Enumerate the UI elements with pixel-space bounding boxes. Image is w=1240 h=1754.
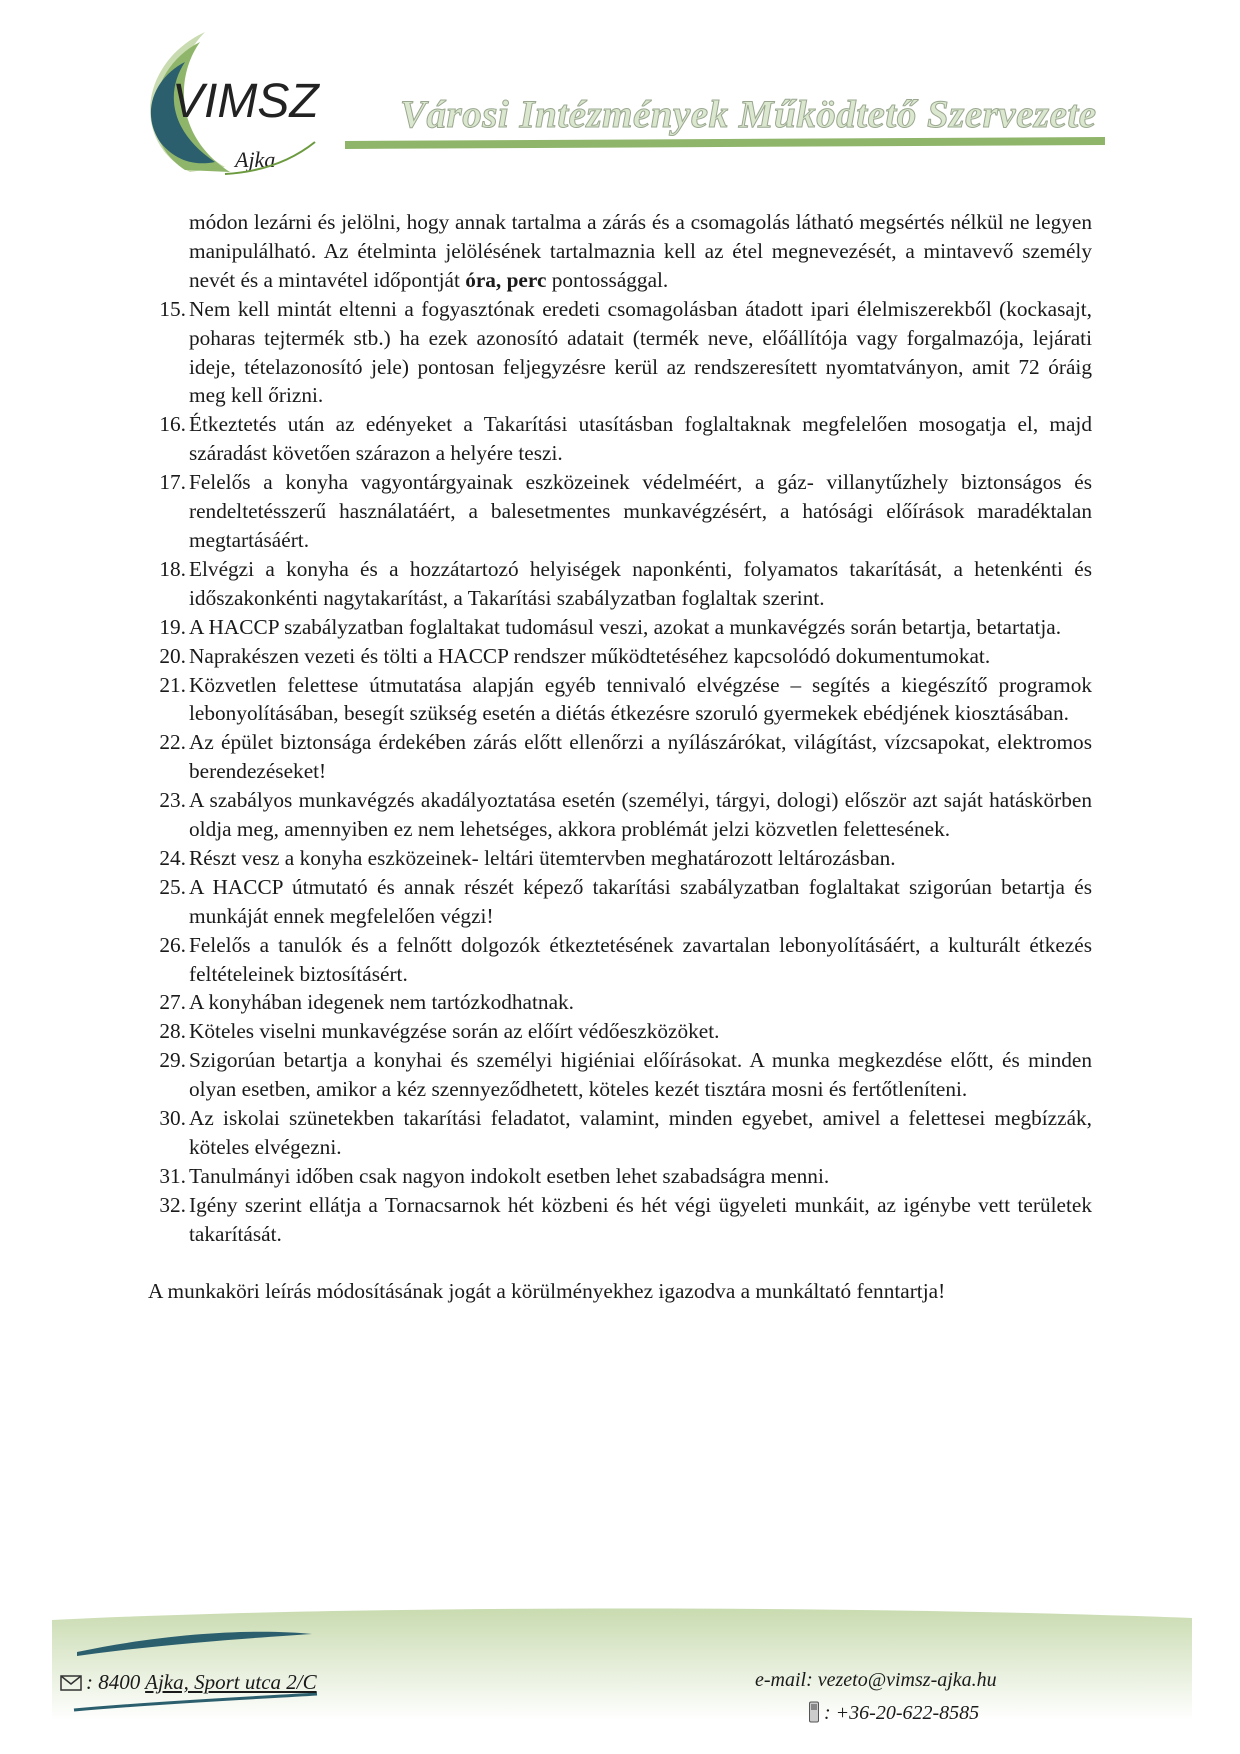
- list-item: 32. Igény szerint ellátja a Tornacsarnok hét közbeni és hét végi ügyeleti munkáit, az igénybe vett területek takarítását.: [159, 1192, 1092, 1246]
- list-item: 29. Szigorúan betartja a konyhai és személyi higiéniai előírásokat. A munka megkezdése előtt, és minden olyan esetben, amikor a kéz szennyeződhetett, köteles kezét tisztára mosni és fertőtleníteni.: [159, 1048, 1092, 1102]
- list-item: 22. Az épület biztonsága érdekében zárás előtt ellenőrzi a nyílászárókat, világítást, vízcsapokat, elektromos berendezéseket!: [159, 730, 1092, 784]
- list-item: 31. Tanulmányi időben csak nagyon indokolt esetben lehet szabadságra menni.: [159, 1163, 830, 1188]
- header-rule: [345, 137, 1105, 151]
- page-header: [0, 0, 1240, 200]
- list-item: 17. Felelős a konyha vagyontárgyainak eszközeinek védelméért, a gáz- villanytűzhely biztonságos és rendeltetésszerű használatáért, a balesetmentes munkavégzésért, a hatósági előírások maradéktalan megtartásáért.: [159, 470, 1092, 552]
- page-footer: [0, 1600, 1240, 1754]
- envelope-icon: [60, 1675, 82, 1691]
- logo-text: VIMSZ: [172, 75, 319, 128]
- vimsz-logo: [130, 22, 340, 192]
- phone: : +36-20-622-8585: [808, 1701, 979, 1725]
- bold-text: óra, perc: [465, 267, 547, 292]
- list-item: 16. Étkeztetés után az edényeket a Takarítási utasításban foglaltaknak megfelelően mosogatja el, majd száradást követően szárazon a helyére teszi.: [159, 412, 1092, 466]
- list-item: 30. Az iskolai szünetekben takarítási feladatot, valamint, minden egyebet, amivel a felettesei megbízzák, köteles elvégezni.: [159, 1106, 1092, 1159]
- list-item: 25. A HACCP útmutató és annak részét képező takarítási szabályzatban foglaltakat szigorúan betartja és munkáját ennek megfelelően végzi!: [159, 874, 1092, 928]
- list-item: 21. Közvetlen felettese útmutatása alapján egyéb tennivaló elvégzése – segítés a kiegészítő programok lebonyolításában, besegít szükség esetén a diétás étkezésre szoruló gyermekek ebédjének kiosztásában.: [159, 672, 1092, 726]
- document-body: [148, 208, 1092, 1306]
- list-item: 24. Részt vesz a konyha eszközeinek- leltári ütemtervben meghatározott leltározásban.: [159, 845, 896, 870]
- address-street: Ajka, Sport utca 2/C: [145, 1670, 317, 1694]
- list-item: 20. Naprakészen vezeti és tölti a HACCP rendszer működtetéséhez kapcsolódó dokumentumokat.: [159, 643, 991, 668]
- address: : 8400 Ajka, Sport utca 2/C: [60, 1670, 317, 1695]
- list-item: 27. A konyhában idegenek nem tartózkodhatnak.: [159, 990, 574, 1015]
- organization-name: Városi Intézmények Működtető Szervezete: [400, 93, 1097, 136]
- list-item: 15. Nem kell mintát eltenni a fogyasztónak eredeti csomagolásban átadott ipari élelmiszerekből (kockasajt, poharas tejtermék stb.) ha ezek azonosító adatait (termék neve, előállítója vagy forgalmazója, lejárati ideje, tételazonosító jele) pontosan feljegyzésre kerül az rendszeresített nyomtatványon, amit 72 óráig meg kell őrizni.: [159, 296, 1092, 408]
- list-item: 18. Elvégzi a konyha és a hozzátartozó helyiségek naponkénti, folyamatos takarítását, a hetenkénti és időszakonkénti nagytakarítást, a Takarítási szabályzatban foglaltak szerint.: [159, 556, 1092, 610]
- closing-statement: A munkaköri leírás módosításának jogát a körülményekhez igazodva a munkáltató fenntartja!: [148, 1278, 946, 1303]
- list-item: 26. Felelős a tanulók és a felnőtt dolgozók étkeztetésének zavartalan lebonyolításáért, a kulturált étkezés feltételeinek biztosításért.: [159, 932, 1092, 986]
- logo-subtext: Ajka: [235, 147, 276, 172]
- email: e-mail: vezeto@vimsz-ajka.hu: [755, 1669, 997, 1691]
- list-item: 28. Köteles viselni munkavégzése során az előírt védőeszközöket.: [159, 1019, 720, 1044]
- list-item: 19. A HACCP szabályzatban foglaltakat tudomásul veszi, azokat a munkavégzés során betartja, betartatja.: [159, 614, 1062, 639]
- mobile-phone-icon: [808, 1701, 820, 1723]
- list-item: 23. A szabályos munkavégzés akadályoztatása esetén (személyi, tárgyi, dologi) először azt saját hatáskörben oldja meg, amennyiben ez nem lehetséges, akkora problémát jelzi közvetlen felettesének.: [159, 788, 1092, 842]
- continued-paragraph: módon lezárni és jelölni, hogy annak tartalma a zárás és a csomagolás látható megsértés nélkül ne legyen manipulálható. Az ételminta jelölésének tartalmaznia kell az étel megnevezését, a mintavevő személy nevét és a mintavétel időpontját óra, perc pontossággal.: [189, 210, 1092, 292]
- footer-band: [52, 1600, 1192, 1720]
